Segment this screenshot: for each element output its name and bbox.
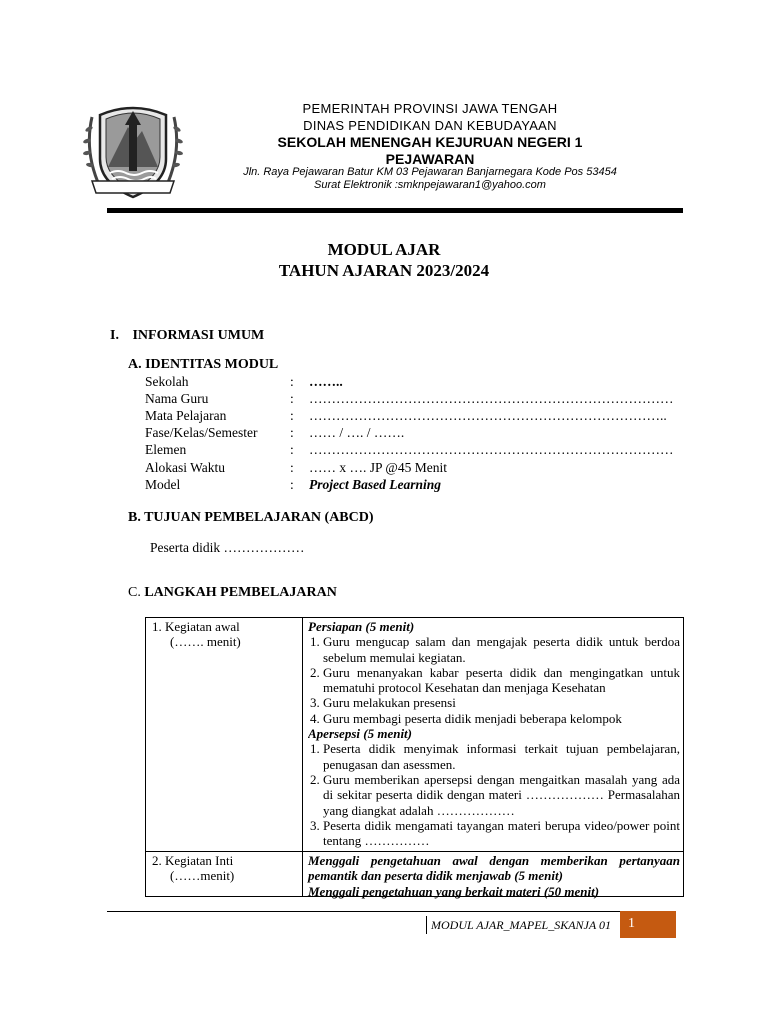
- list-item: 1. Peserta didik menyimak informasi terkait tujuan pembelajaran, penugasan dan asessmen.: [323, 741, 680, 772]
- identity-colon: :: [290, 408, 294, 423]
- identity-label: Alokasi Waktu: [145, 460, 226, 475]
- identity-label: Mata Pelajaran: [145, 408, 227, 423]
- letterhead-school-location: PEJAWARAN: [385, 151, 475, 167]
- activity-name: 1. Kegiatan awal: [152, 619, 240, 634]
- subsection-prefix: C.: [128, 585, 141, 600]
- activity-duration: (……. menit): [170, 634, 241, 650]
- apersepsi-list: [308, 741, 680, 848]
- letterhead-department: DINAS PENDIDIKAN DAN KEBUDAYAAN: [303, 118, 557, 133]
- letterhead-divider: [107, 208, 683, 213]
- identity-value: Project Based Learning: [309, 477, 441, 492]
- list-item: 3. Peserta didik mengamati tayangan materi berupa video/power point tentang ……………: [323, 818, 680, 849]
- subsection-tujuan: B. TUJUAN PEMBELAJARAN (ABCD): [128, 510, 374, 525]
- persiapan-list: [308, 634, 680, 726]
- list-item: 3. Guru melakukan presensi: [323, 695, 680, 710]
- page-number: 1: [628, 916, 635, 931]
- inti-line: Menggali pengetahuan awal dengan memberikan pertanyaan pemantik dan peserta didik menjawab (5 menit): [308, 853, 680, 884]
- identity-colon: :: [290, 374, 294, 389]
- tujuan-text: Peserta didik ………………: [150, 540, 305, 555]
- subsection-identitas-modul: A. IDENTITAS MODUL: [128, 357, 279, 372]
- table-divider-horizontal: [146, 851, 683, 852]
- list-item: 1. Guru mengucap salam dan mengajak peserta didik untuk berdoa sebelum memulai kegiatan.: [323, 634, 680, 665]
- identity-colon: :: [290, 477, 294, 492]
- section-number: I.: [110, 328, 119, 343]
- subsection-label: LANGKAH PEMBELAJARAN: [144, 585, 337, 600]
- footer-label: MODUL AJAR_MAPEL_SKANJA 01: [431, 918, 611, 932]
- letterhead-address: Jln. Raya Pejawaran Batur KM 03 Pejawaran Banjarnegara Kode Pos 53454: [243, 166, 617, 178]
- identity-value: ……..: [309, 374, 343, 389]
- inti-line: Menggali pengetahuan yang berkait materi (50 menit): [308, 883, 600, 899]
- table-divider-vertical: [302, 618, 303, 896]
- steps-table: [145, 617, 684, 897]
- identity-colon: :: [290, 425, 294, 440]
- list-item: 4. Guru membagi peserta didik menjadi beberapa kelompok: [323, 711, 680, 726]
- block-heading: Apersepsi (5 menit): [308, 726, 412, 742]
- subsection-langkah: [128, 585, 337, 601]
- letterhead-government: PEMERINTAH PROVINSI JAWA TENGAH: [302, 101, 558, 116]
- identity-colon: :: [290, 460, 294, 475]
- activity-cell-inti: [152, 853, 297, 884]
- section-heading-informasi-umum: [110, 328, 264, 344]
- activity-name: 2. Kegiatan Inti: [152, 853, 234, 868]
- activity-cell-awal: [152, 619, 297, 650]
- identity-value: …… x …. JP @45 Menit: [309, 460, 447, 475]
- identity-value: ………………………………………………………………………: [309, 391, 674, 406]
- footer-divider: [107, 911, 623, 912]
- activity-duration: (……menit): [170, 868, 235, 884]
- identity-label: Model: [145, 477, 181, 492]
- document-subtitle: TAHUN AJARAN 2023/2024: [278, 261, 490, 280]
- list-item: 2. Guru menanyakan kabar peserta didik dan mengingatkan untuk mematuhi protocol Kesehatan dan menjaga Kesehatan: [323, 665, 680, 696]
- province-emblem-icon: [78, 97, 188, 207]
- list-item: 2. Guru memberikan apersepsi dengan mengaitkan masalah yang ada di sekitar peserta didik dengan materi ……………… Permasalahan yang diangkat adalah ………………: [323, 772, 680, 818]
- letterhead-email: Surat Elektronik :smknpejawaran1@yahoo.com: [314, 179, 546, 191]
- letterhead-school: SEKOLAH MENENGAH KEJURUAN NEGERI 1: [277, 134, 583, 150]
- identity-label: Nama Guru: [145, 391, 209, 406]
- activity-detail-inti: [308, 853, 680, 899]
- document-title: MODUL AJAR: [327, 240, 441, 259]
- page-number-box: [620, 911, 676, 938]
- block-heading: Persiapan (5 menit): [308, 619, 415, 634]
- identity-label: Sekolah: [145, 374, 189, 389]
- identity-value: …… / …. / …….: [309, 425, 405, 440]
- identity-colon: :: [290, 442, 294, 457]
- section-label: INFORMASI UMUM: [132, 328, 265, 343]
- identity-label: Elemen: [145, 442, 187, 457]
- identity-colon: :: [290, 391, 294, 406]
- identity-value: ………………………………………………………………………: [309, 442, 674, 457]
- activity-detail-awal: [308, 619, 680, 850]
- identity-value: ……………………………………………………………………..: [309, 408, 667, 423]
- identity-label: Fase/Kelas/Semester: [145, 425, 258, 440]
